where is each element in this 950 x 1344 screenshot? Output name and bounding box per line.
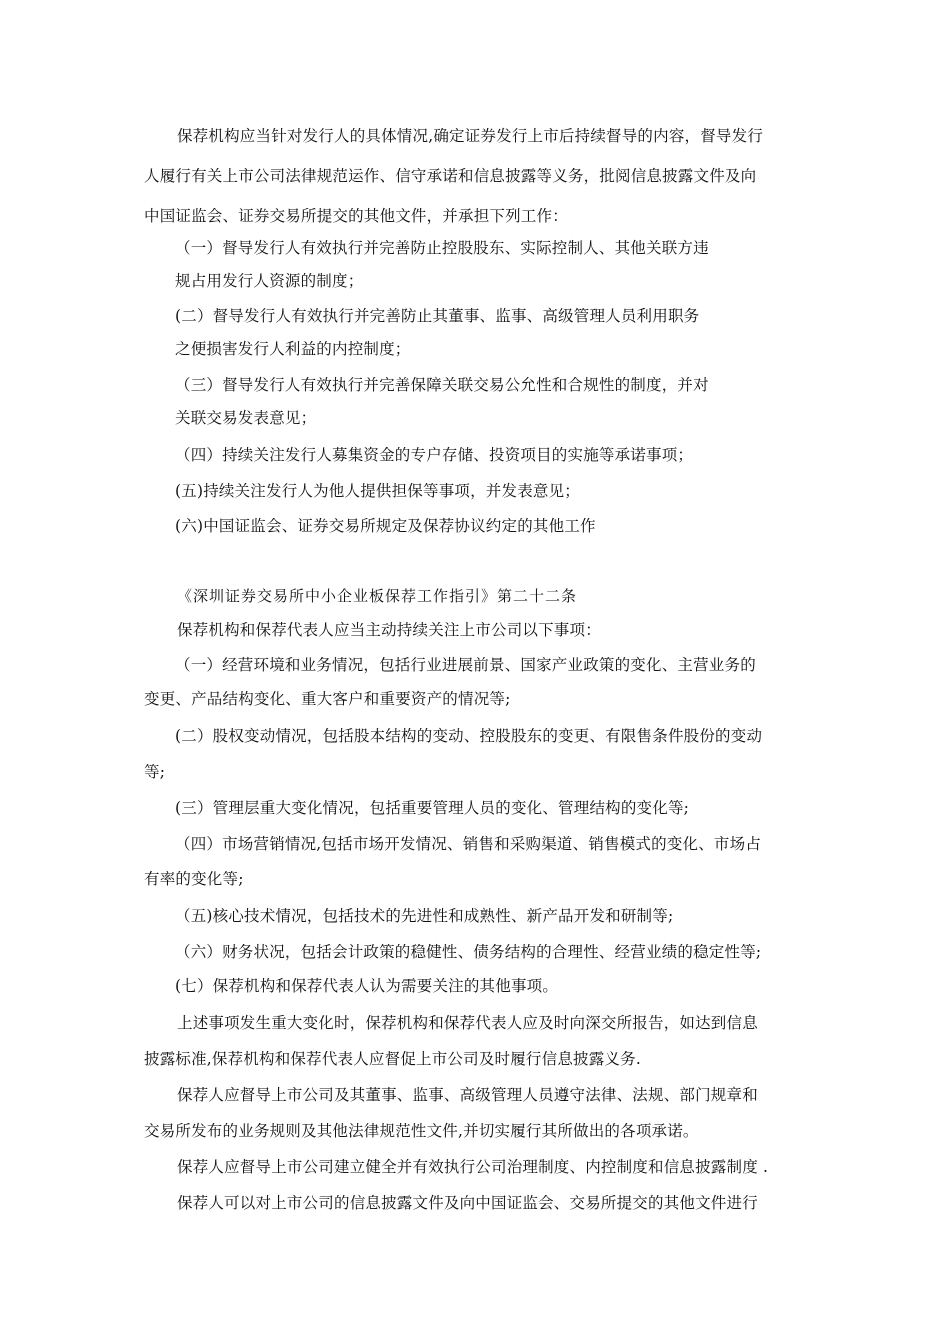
paragraph-line: 等; [144, 763, 166, 781]
paragraph-line: （五)核心技术情况，包括技术的先进性和成熟性、新产品开发和研制等; [175, 907, 674, 925]
paragraph-line: 披露标准,保荐机构和保荐代表人应督促上市公司及时履行信息披露义务. [144, 1050, 641, 1068]
regulation-reference: 《深圳证券交易所中小企业板保荐工作指引》第二十二条 [177, 587, 578, 605]
paragraph-line: 保荐人应督导上市公司建立健全并有效执行公司治理制度、内控制度和信息披露制度 . [177, 1158, 769, 1176]
paragraph-line: 人履行有关上市公司法律规范运作、信守承诺和信息披露等义务，批阅信息披露文件及向 [144, 167, 757, 185]
list-item: （三）督导发行人有效执行并完善保障关联交易公允性和合规性的制度，并对 [175, 376, 709, 394]
paragraph-line: 交易所发布的业务规则及其他法律规范性文件,并切实履行其所做出的各项承诺。 [144, 1122, 699, 1140]
paragraph-line: 保荐机构应当针对发行人的具体情况,确定证券发行上市后持续督导的内容，督导发行 [177, 127, 764, 145]
paragraph-line: 保荐人应督导上市公司及其董事、监事、高级管理人员遵守法律、法规、部门规章和 [177, 1086, 758, 1104]
list-item: （一）督导发行人有效执行并完善防止控股股东、实际控制人、其他关联方违 [175, 239, 709, 257]
list-item: 关联交易发表意见； [175, 409, 317, 427]
paragraph-line: 变更、产品结构变化、重大客户和重要资产的情况等; [144, 690, 511, 708]
paragraph-line: 保荐机构和保荐代表人应当主动持续关注上市公司以下事项： [177, 621, 601, 639]
list-item: (五)持续关注发行人为他人提供担保等事项，并发表意见； [175, 482, 580, 500]
list-item: （四）持续关注发行人募集资金的专户存储、投资项目的实施等承诺事项； [175, 446, 694, 464]
paragraph-line: 上述事项发生重大变化时，保荐机构和保荐代表人应及时向深交所报告，如达到信息 [177, 1014, 758, 1032]
list-item: (六)中国证监会、证券交易所规定及保荐协议约定的其他工作 [175, 517, 596, 535]
paragraph-line: (七）保荐机构和保荐代表人认为需要关注的其他事项。 [175, 977, 559, 995]
paragraph-line: （六）财务状况，包括会计政策的稳健性、债务结构的合理性、经营业绩的稳定性等; [175, 943, 762, 961]
paragraph-line: （四）市场营销情况,包括市场开发情况、销售和采购渠道、销售模式的变化、市场占 [175, 835, 762, 853]
paragraph-line: 保荐人可以对上市公司的信息披露文件及向中国证监会、交易所提交的其他文件进行 [177, 1194, 758, 1212]
paragraph-line: 有率的变化等; [144, 870, 244, 888]
list-item: (二）督导发行人有效执行并完善防止其董事、监事、高级管理人员利用职务 [175, 307, 700, 325]
paragraph-line: （一）经营环境和业务情况，包括行业进展前景、国家产业政策的变化、主营业务的 [175, 656, 756, 674]
paragraph-line: (三）管理层重大变化情况，包括重要管理人员的变化、管理结构的变化等; [175, 799, 690, 817]
paragraph-line: (二）股权变动情况，包括股本结构的变动、控股股东的变更、有限售条件股份的变动 [175, 727, 763, 745]
list-item: 规占用发行人资源的制度； [175, 272, 364, 290]
list-item: 之便损害发行人利益的内控制度； [175, 340, 411, 358]
paragraph-line: 中国证监会、证券交易所提交的其他文件，并承担下列工作： [144, 207, 568, 225]
